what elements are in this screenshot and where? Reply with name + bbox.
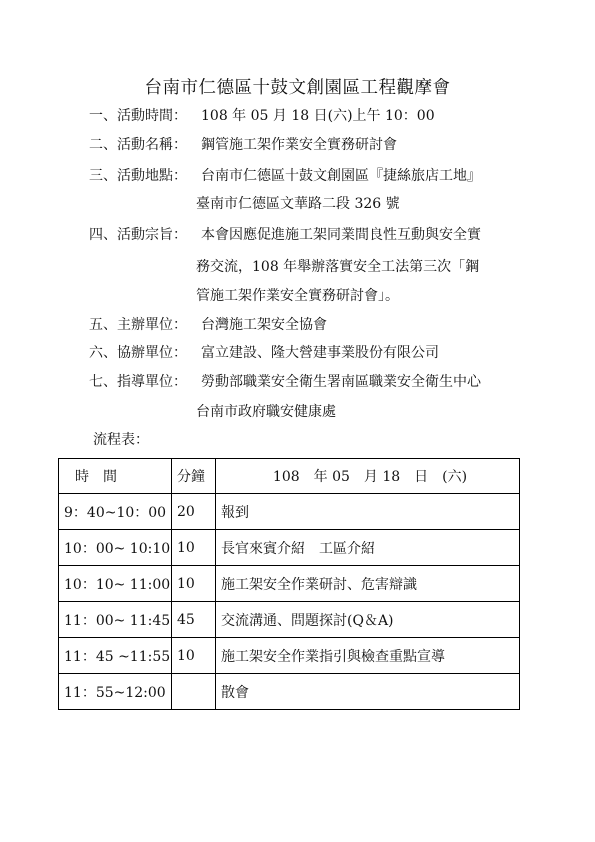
info-value: 本會因應促進施工架同業間良性互動與安全實 — [201, 227, 481, 243]
cell-time: 11：00~ 11:45 — [59, 602, 172, 638]
table-row — [59, 674, 520, 710]
info-value: 台灣施工架安全協會 — [201, 317, 327, 333]
table-row — [59, 638, 520, 674]
cell-time: 10：10~ 11:00 — [59, 566, 172, 602]
cell-minutes: 45 — [172, 602, 216, 638]
cell-item: 施工架安全作業指引與檢查重點宣導 — [216, 638, 520, 674]
info-label: 七、指導單位： — [89, 374, 187, 390]
info-value-continued: 臺南市仁德區文華路二段 326 號 — [196, 196, 400, 212]
cell-time: 9：40~10：00 — [59, 494, 172, 530]
info-value: 鋼管施工架作業安全實務研討會 — [201, 137, 397, 153]
cell-minutes: 20 — [172, 494, 216, 530]
info-value: 108 年 05 月 18 日(六)上午 10：00 — [201, 108, 435, 124]
document-title: 台南市仁德區十鼓文創園區工程觀摩會 — [144, 78, 451, 98]
cell-item: 報到 — [216, 494, 520, 530]
cell-minutes — [172, 674, 216, 710]
header-time: 時 間 — [59, 459, 172, 494]
cell-time: 11：55~12:00 — [59, 674, 172, 710]
info-label: 五、主辦單位： — [89, 317, 187, 333]
header-date: 108 年 05 月 18 日 (六) — [216, 459, 520, 494]
info-value-continued: 務交流，108 年舉辦落實安全工法第三次「鋼 — [196, 259, 480, 275]
cell-item: 施工架安全作業研討、危害辯識 — [216, 566, 520, 602]
info-value-continued: 管施工架作業安全實務研討會」。 — [196, 288, 399, 304]
header-minutes: 分鐘 — [172, 459, 216, 494]
cell-minutes: 10 — [172, 566, 216, 602]
cell-time: 10：00~ 10:10 — [59, 530, 172, 566]
table-header-row — [59, 459, 520, 494]
cell-minutes: 10 — [172, 638, 216, 674]
table-row — [59, 566, 520, 602]
table-row — [59, 494, 520, 530]
cell-minutes: 10 — [172, 530, 216, 566]
cell-item: 交流溝通、問題探討(Q＆A) — [216, 602, 520, 638]
info-label: 六、協辦單位： — [89, 345, 187, 361]
cell-item: 長官來賓介紹 工區介紹 — [216, 530, 520, 566]
info-label: 一、活動時間： — [89, 108, 187, 124]
info-value: 富立建設、隆大營建事業股份有限公司 — [201, 345, 439, 361]
schedule-table — [58, 458, 520, 710]
info-label: 四、活動宗旨： — [89, 227, 187, 243]
table-row — [59, 602, 520, 638]
schedule-label: 流程表： — [93, 432, 149, 448]
table-row — [59, 530, 520, 566]
cell-item: 散會 — [216, 674, 520, 710]
info-value-continued: 台南市政府職安健康處 — [196, 404, 336, 420]
cell-time: 11：45 ~11:55 — [59, 638, 172, 674]
info-label: 三、活動地點： — [89, 168, 187, 184]
info-value: 勞動部職業安全衛生署南區職業安全衛生中心 — [201, 374, 481, 390]
info-label: 二、活動名稱： — [89, 137, 187, 153]
info-value: 台南市仁德區十鼓文創園區『捷絲旅店工地』 — [201, 168, 481, 184]
